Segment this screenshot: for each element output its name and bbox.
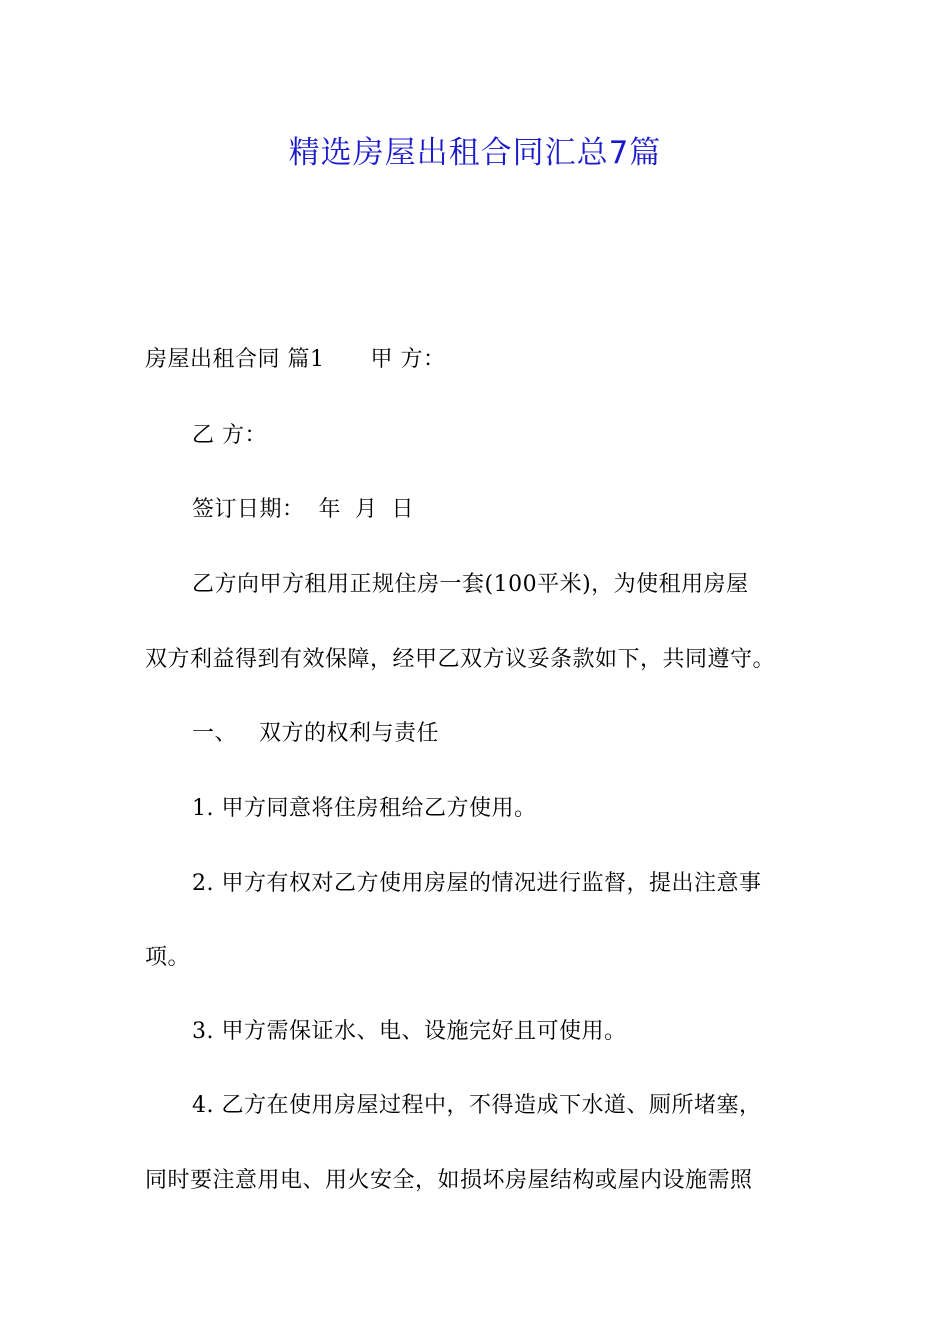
- clause-4-line-1: 4. 乙方在使用房屋过程中，不得造成下水道、厕所堵塞，: [192, 1093, 762, 1118]
- contract-label: 房屋出租合同 篇1: [145, 347, 325, 372]
- clause-2-line-1: 2. 甲方有权对乙方使用房屋的情况进行监督，提出注意事: [192, 871, 762, 896]
- party-b-label: 乙 方：: [192, 423, 267, 448]
- contract-heading-line: [145, 343, 810, 377]
- sign-date-month: 月: [355, 497, 378, 522]
- document-title: 精选房屋出租合同汇总7篇: [288, 135, 662, 171]
- clause-3: 3. 甲方需保证水、电、设施完好且可使用。: [192, 1019, 627, 1044]
- sign-date-year: 年: [318, 497, 342, 522]
- sign-date-label: 签订日期：: [192, 497, 305, 522]
- section-title: 双方的权利与责任: [259, 721, 440, 746]
- party-a-label: 甲 方：: [370, 347, 446, 372]
- sign-date-line: [192, 493, 857, 527]
- section-number: 一、: [192, 721, 238, 746]
- clause-2-line-2: 项。: [145, 945, 191, 970]
- sign-date-day: 日: [391, 497, 415, 522]
- intro-paragraph-line-1: 乙方向甲方租用正规住房一套(100平米)，为使租用房屋: [192, 572, 749, 597]
- section-heading: [192, 717, 857, 751]
- intro-paragraph-line-2: 双方利益得到有效保障，经甲乙双方议妥条款如下，共同遵守。: [145, 647, 776, 672]
- clause-1: 1. 甲方同意将住房租给乙方使用。: [192, 796, 537, 821]
- clause-4-line-2: 同时要注意用电、用火安全，如损坏房屋结构或屋内设施需照: [145, 1168, 753, 1193]
